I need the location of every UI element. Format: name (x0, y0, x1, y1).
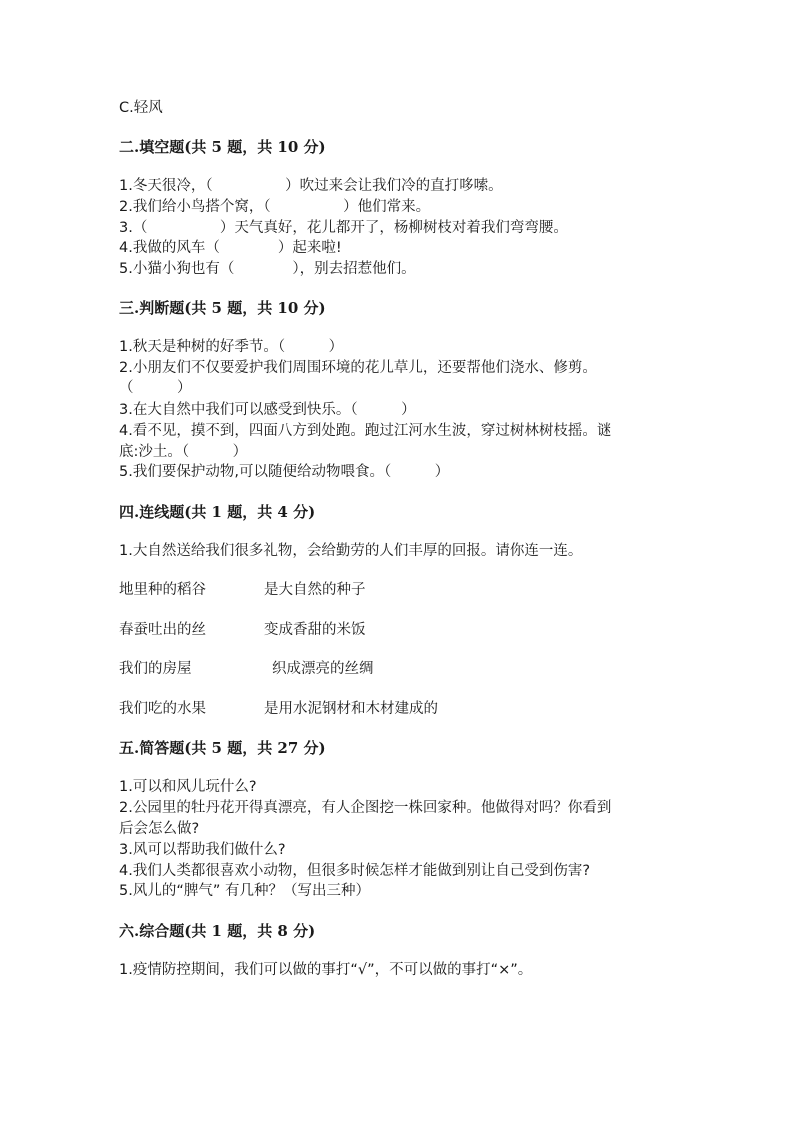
section-4-heading: 四.连线题(共 1 题，共 4 分) (119, 503, 316, 521)
match-left-2: 春蚕吐出的丝 (119, 622, 206, 638)
match-right-1: 是大自然的种子 (264, 582, 366, 598)
match-right-4: 是用水泥钢材和木材建成的 (264, 701, 438, 717)
match-left-4: 我们吃的水果 (119, 701, 206, 717)
short-item-1: 1.可以和风儿玩什么? (119, 779, 257, 795)
fill-item-5: 5.小猫小狗也有（ ），别去招惹他们。 (119, 261, 416, 277)
comprehensive-question: 1.疫情防控期间，我们可以做的事打“√”，不可以做的事打“×”。 (119, 962, 533, 978)
section-2-heading: 二.填空题(共 5 题，共 10 分) (119, 138, 326, 156)
section-3-heading: 三.判断题(共 5 题，共 10 分) (119, 299, 326, 317)
fill-item-3: 3.（ ）天气真好，花儿都开了，杨柳树枝对着我们弯弯腰。 (119, 220, 568, 236)
match-left-1: 地里种的稻谷 (119, 582, 206, 598)
match-left-3: 我们的房屋 (119, 661, 192, 677)
judge-item-4-cont: 底:沙土。（ ） (119, 444, 248, 460)
judge-item-2-cont: （ ） (119, 380, 192, 396)
judge-item-3: 3.在大自然中我们可以感受到快乐。（ ） (119, 402, 416, 418)
judge-item-2: 2.小朋友们不仅要爱护我们周围环境的花儿草儿，还要帮他们浇水、修剪。 (119, 360, 597, 376)
short-item-2-cont: 后会怎么做? (119, 821, 200, 837)
judge-item-5: 5.我们要保护动物,可以随便给动物喂食。（ ） (119, 464, 450, 480)
match-right-3: 织成漂亮的丝绸 (272, 661, 374, 677)
fill-item-1: 1.冬天很冷，（ ）吹过来会让我们冷的直打哆嗦。 (119, 178, 503, 194)
short-item-3: 3.风可以帮助我们做什么? (119, 842, 286, 858)
section-6-heading: 六.综合题(共 1 题，共 8 分) (119, 922, 316, 940)
judge-item-1: 1.秋天是种树的好季节。（ ） (119, 339, 344, 355)
short-item-2: 2.公园里的牡丹花开得真漂亮，有人企图挖一株回家种。他做得对吗？你看到 (119, 800, 612, 816)
fill-item-4: 4.我做的风车（ ）起来啦! (119, 240, 342, 256)
short-item-5: 5.风儿的“脾气” 有几种？（写出三种） (119, 883, 370, 899)
match-question: 1.大自然送给我们很多礼物，会给勤劳的人们丰厚的回报。请你连一连。 (119, 543, 583, 559)
short-item-4: 4.我们人类都很喜欢小动物，但很多时候怎样才能做到别让自己受到伤害? (119, 863, 591, 879)
judge-item-4: 4.看不见，摸不到，四面八方到处跑。跑过江河水生波，穿过树林树枝摇。谜 (119, 423, 612, 439)
section-5-heading: 五.简答题(共 5 题，共 27 分) (119, 739, 326, 757)
match-right-2: 变成香甜的米饭 (264, 622, 366, 638)
fill-item-2: 2.我们给小鸟搭个窝，（ ）他们常来。 (119, 199, 431, 215)
option-c: C.轻风 (119, 100, 163, 116)
